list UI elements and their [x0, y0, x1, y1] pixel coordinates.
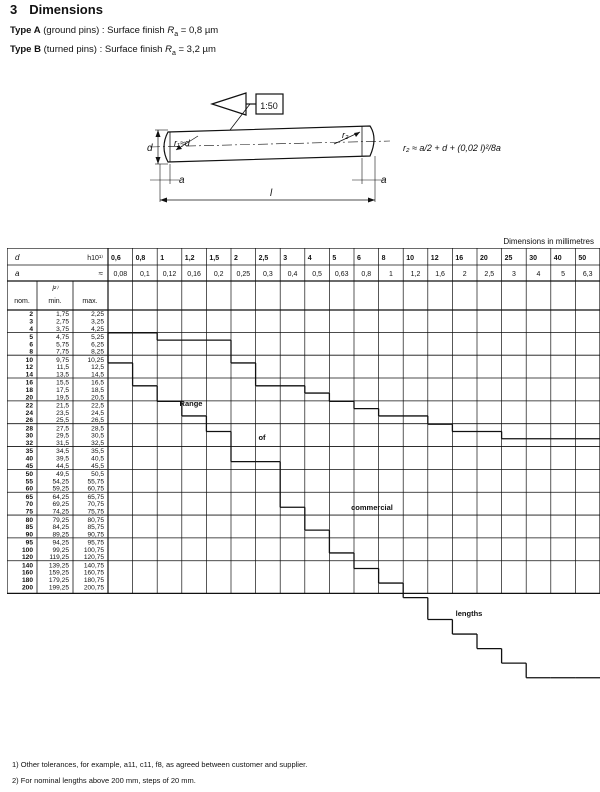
- l-max: 55,75: [87, 478, 104, 486]
- d-value: 10: [406, 255, 414, 262]
- l-nom: 40: [25, 455, 33, 463]
- l-min: 139,25: [48, 562, 69, 570]
- l-min: 39,5: [56, 455, 69, 463]
- d-value: 50: [578, 255, 587, 262]
- range-word-range: Range: [179, 399, 203, 408]
- l-min: 3,75: [56, 325, 69, 333]
- l-nom: 2: [29, 311, 33, 319]
- l-max: 16,5: [91, 379, 104, 387]
- l-max: 75,75: [87, 508, 104, 516]
- l-max: 20,5: [91, 394, 104, 402]
- l-min: 19,5: [56, 394, 69, 402]
- l-nom: 18: [25, 387, 33, 394]
- d-label: d: [147, 143, 153, 154]
- l-max: 10,25: [87, 356, 104, 364]
- d-arrow-top: [156, 130, 161, 137]
- d-value: 0,8: [135, 255, 146, 262]
- type-a-desc: (ground pins) : Surface finish: [40, 25, 168, 36]
- l-min: 17,5: [56, 387, 69, 394]
- l-max: 18,5: [91, 387, 104, 394]
- l-max: 6,25: [91, 341, 104, 349]
- l-nom: 5: [29, 334, 33, 342]
- l-nom: 8: [29, 348, 33, 356]
- l-min: 64,25: [52, 493, 69, 501]
- l-min: 5,75: [56, 341, 69, 349]
- l-min: 31,5: [56, 439, 69, 447]
- dimension-table: [7, 248, 600, 752]
- l-max: 32,5: [91, 439, 104, 447]
- d-header: d: [15, 253, 20, 262]
- l-max: 180,75: [83, 577, 104, 584]
- d-tolerance: h10¹⁾: [87, 255, 103, 262]
- d-value: 16: [455, 255, 464, 262]
- l-min: 2,75: [56, 318, 69, 326]
- l-max: 40,5: [91, 455, 104, 463]
- l-max: 50,5: [91, 471, 104, 479]
- l-min: 21,5: [56, 402, 69, 410]
- l-max: 14,5: [91, 371, 104, 379]
- l-nom: 50: [25, 471, 33, 479]
- min-header: min.: [48, 298, 62, 305]
- type-a-ra-sub: a: [174, 30, 179, 38]
- l-min: 1,75: [56, 311, 69, 319]
- footnote-2: 2) For nominal lengths above 200 mm, steps of 20 mm.: [12, 776, 196, 785]
- d-value: 25: [504, 255, 513, 262]
- max-header: max.: [82, 298, 98, 305]
- d-value: 6: [357, 255, 361, 262]
- d-value: 1,5: [209, 255, 220, 262]
- l-nom: 180: [21, 577, 33, 584]
- l-max: 60,75: [87, 485, 104, 493]
- l-nom: 60: [25, 485, 33, 493]
- l-arrow-right: [368, 198, 375, 203]
- r1-label: r₁≈d: [174, 138, 190, 148]
- l-max: 120,75: [83, 554, 104, 562]
- l-max: 28,5: [91, 425, 104, 433]
- r2-formula: r₂ ≈ a/2 + d + (0,02 l)²/8a: [403, 143, 501, 153]
- a-value: 0,4: [287, 271, 298, 278]
- pin-diagram: [0, 88, 600, 213]
- l-max: 5,25: [91, 334, 104, 342]
- section-title: Dimensions: [29, 2, 103, 17]
- a-value: 5: [561, 271, 566, 278]
- a-value: 0,3: [263, 271, 273, 278]
- l-max: 24,5: [91, 409, 104, 417]
- section-number: 3: [10, 2, 18, 17]
- a-value: 2: [462, 271, 467, 278]
- d-arrow-bottom: [156, 157, 161, 164]
- type-b-ra-sub: a: [171, 49, 176, 57]
- a-value: 1,6: [435, 271, 445, 278]
- section-heading: [10, 2, 103, 17]
- l-nom: 90: [25, 531, 33, 539]
- l-min: 4,75: [56, 334, 69, 342]
- l-max: 80,75: [87, 516, 104, 524]
- range-word-of: of: [258, 433, 266, 442]
- l-min: 69,25: [52, 501, 69, 509]
- type-b-label: Type B: [10, 44, 41, 55]
- a-value: 0,12: [162, 271, 177, 278]
- l-nom: 28: [25, 425, 33, 433]
- l-min: 9,75: [56, 356, 69, 364]
- l-nom: 200: [21, 584, 33, 592]
- l-min: 49,5: [56, 471, 69, 479]
- l-nom: 100: [21, 546, 33, 554]
- type-a-label: Type A: [10, 25, 41, 36]
- a-right-label: a: [381, 175, 387, 186]
- l-header: l²⁾: [52, 286, 58, 293]
- type-b-ra: R: [165, 44, 172, 55]
- scale-label: 1:50: [260, 101, 278, 111]
- footnote-1: 1) Other tolerances, for example, a11, c11, f8, as agreed between customer and supplier.: [12, 760, 308, 769]
- type-b-desc: (turned pins) : Surface finish: [40, 44, 166, 55]
- range-word-lengths: lengths: [455, 609, 483, 618]
- d-value: 4: [307, 255, 312, 262]
- l-nom: 4: [29, 325, 33, 333]
- a-value: 0,5: [312, 271, 322, 278]
- l-min: 179,25: [48, 577, 69, 584]
- l-max: 95,75: [87, 539, 104, 547]
- l-min: 11,5: [56, 364, 69, 372]
- type-b-line: [10, 44, 216, 57]
- l-min: 59,25: [52, 485, 69, 493]
- type-b-value: = 3,2 µm: [175, 44, 216, 55]
- d-value: 12: [430, 255, 439, 262]
- l-max: 90,75: [87, 531, 104, 539]
- l-max: 30,5: [91, 432, 104, 440]
- l-max: 160,75: [83, 569, 104, 577]
- l-max: 140,75: [83, 562, 104, 570]
- l-nom: 85: [25, 524, 33, 532]
- leader-to-pin: [230, 104, 250, 130]
- l-nom: 65: [25, 493, 33, 501]
- type-a-value: = 0,8 µm: [178, 25, 219, 36]
- l-min: 84,25: [52, 524, 69, 532]
- l-max: 65,75: [87, 493, 104, 501]
- l-nom: 22: [25, 402, 33, 410]
- l-min: 15,5: [56, 379, 69, 387]
- l-min: 199,25: [48, 584, 69, 592]
- l-min: 27,5: [56, 425, 69, 433]
- type-a-line: [10, 25, 218, 38]
- l-min: 29,5: [56, 432, 69, 440]
- l-nom: 30: [25, 432, 33, 440]
- l-min: 89,25: [52, 531, 69, 539]
- d-value: 2,5: [258, 255, 269, 262]
- a-value: 1: [388, 271, 393, 278]
- l-nom: 140: [21, 562, 33, 570]
- l-nom: 55: [25, 478, 33, 486]
- a-value: 6,3: [582, 271, 593, 278]
- d-value: 2: [234, 255, 238, 262]
- surface-finish-symbol: [212, 93, 246, 115]
- a-value: 3: [511, 271, 516, 278]
- l-label: l: [270, 188, 273, 199]
- l-min: 13,5: [56, 371, 69, 379]
- l-min: 74,25: [52, 508, 69, 516]
- l-min: 94,25: [52, 539, 69, 547]
- type-a-ra: R: [167, 25, 175, 36]
- d-value: 3: [283, 255, 288, 262]
- l-nom: 45: [25, 462, 33, 470]
- d-value: 1,2: [184, 255, 195, 262]
- l-min: 25,5: [56, 417, 69, 425]
- d-value: 5: [332, 255, 337, 262]
- l-nom: 80: [25, 516, 33, 524]
- l-max: 3,25: [91, 318, 104, 326]
- a-value: 0,63: [334, 271, 349, 278]
- a-value: 0,2: [213, 271, 224, 278]
- a-value: 0,25: [236, 271, 251, 278]
- dimensions-caption: Dimensions in millimetres: [503, 237, 594, 246]
- r2-label: r₂: [342, 130, 349, 140]
- l-min: 99,25: [52, 546, 69, 554]
- l-max: 2,25: [91, 311, 104, 319]
- l-nom: 120: [21, 554, 33, 562]
- l-min: 79,25: [52, 516, 69, 524]
- a-left-label: a: [179, 175, 185, 186]
- l-nom: 75: [25, 508, 33, 516]
- d-value: 40: [553, 255, 562, 262]
- l-max: 100,75: [83, 546, 104, 554]
- d-value: 20: [480, 255, 488, 262]
- a-value: 1,2: [410, 271, 421, 278]
- l-max: 22,5: [91, 402, 104, 410]
- l-max: 45,5: [91, 462, 104, 470]
- l-nom: 26: [25, 417, 33, 425]
- l-min: 159,25: [48, 569, 69, 577]
- l-max: 8,25: [91, 348, 104, 356]
- l-max: 12,5: [91, 364, 104, 372]
- a-value: 0,8: [361, 271, 372, 278]
- l-nom: 95: [25, 539, 33, 547]
- l-nom: 12: [25, 364, 33, 372]
- l-max: 4,25: [91, 325, 104, 333]
- l-nom: 160: [21, 569, 33, 577]
- l-min: 54,25: [52, 478, 69, 486]
- l-min: 23,5: [56, 409, 69, 417]
- r2-arrowhead: [354, 132, 360, 137]
- l-nom: 70: [25, 501, 33, 509]
- a-value: 0,08: [113, 271, 128, 278]
- l-nom: 16: [25, 379, 33, 387]
- l-arrow-left: [160, 198, 167, 203]
- nom-header: nom.: [14, 298, 30, 305]
- l-nom: 35: [25, 448, 33, 456]
- a-approx: ≈: [98, 269, 103, 278]
- a-value: 2,5: [484, 271, 495, 278]
- range-word-commercial: commercial: [351, 503, 393, 512]
- l-max: 26,5: [91, 417, 104, 425]
- l-min: 44,5: [56, 462, 69, 470]
- l-max: 200,75: [83, 584, 104, 592]
- a-value: 0,1: [140, 271, 150, 278]
- l-nom: 24: [25, 409, 33, 417]
- l-nom: 6: [29, 341, 33, 349]
- a-header: a: [15, 269, 20, 278]
- l-max: 85,75: [87, 524, 104, 532]
- a-value: 4: [536, 271, 541, 278]
- l-min: 7,75: [56, 348, 69, 356]
- l-nom: 32: [25, 439, 33, 447]
- l-nom: 14: [25, 371, 33, 379]
- d-value: 0,6: [111, 255, 121, 262]
- l-nom: 3: [29, 318, 33, 326]
- l-nom: 20: [25, 394, 33, 402]
- l-nom: 10: [25, 356, 33, 364]
- l-min: 34,5: [56, 448, 69, 456]
- d-value: 8: [381, 255, 386, 262]
- a-value: 0,16: [187, 271, 201, 278]
- l-min: 119,25: [49, 554, 69, 562]
- l-max: 70,75: [87, 501, 104, 509]
- l-max: 35,5: [91, 448, 104, 456]
- d-value: 1: [160, 255, 165, 262]
- d-value: 30: [529, 255, 537, 262]
